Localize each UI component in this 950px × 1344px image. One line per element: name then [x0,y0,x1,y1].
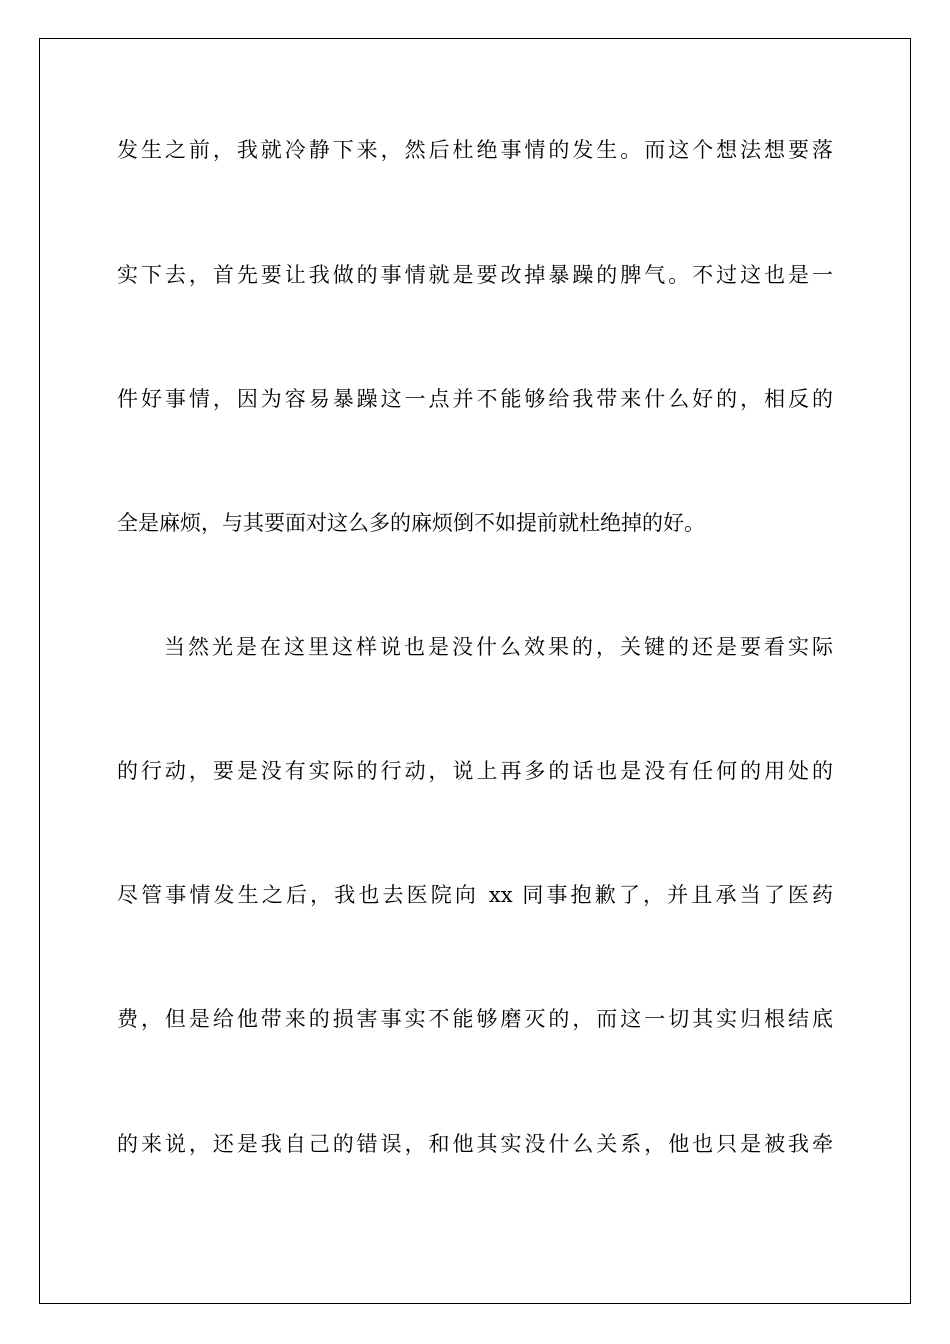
paragraph-line-7: 尽管事情发生之后，我也去医院向 xx 同事抱歉了，并且承当了医药 [117,883,833,907]
paragraph-line-8: 费，但是给他带来的损害事实不能够磨灭的，而这一切其实归根结底 [117,1007,833,1031]
paragraph-line-9: 的来说，还是我自己的错误，和他其实没什么关系，他也只是被我牵 [117,1132,833,1156]
paragraph-line-5: 当然光是在这里这样说也是没什么效果的，关键的还是要看实际 [164,635,833,659]
paragraph-line-2: 实下去，首先要让我做的事情就是要改掉暴躁的脾气。不过这也是一 [117,263,833,287]
paragraph-line-3: 件好事情，因为容易暴躁这一点并不能够给我带来什么好的，相反的 [117,387,833,411]
page-border [39,38,911,1304]
paragraph-line-4: 全是麻烦，与其要面对这么多的麻烦倒不如提前就杜绝掉的好。 [117,511,705,535]
paragraph-line-1: 发生之前，我就冷静下来，然后杜绝事情的发生。而这个想法想要落 [117,138,833,162]
paragraph-line-6: 的行动，要是没有实际的行动，说上再多的话也是没有任何的用处的 [117,759,833,783]
